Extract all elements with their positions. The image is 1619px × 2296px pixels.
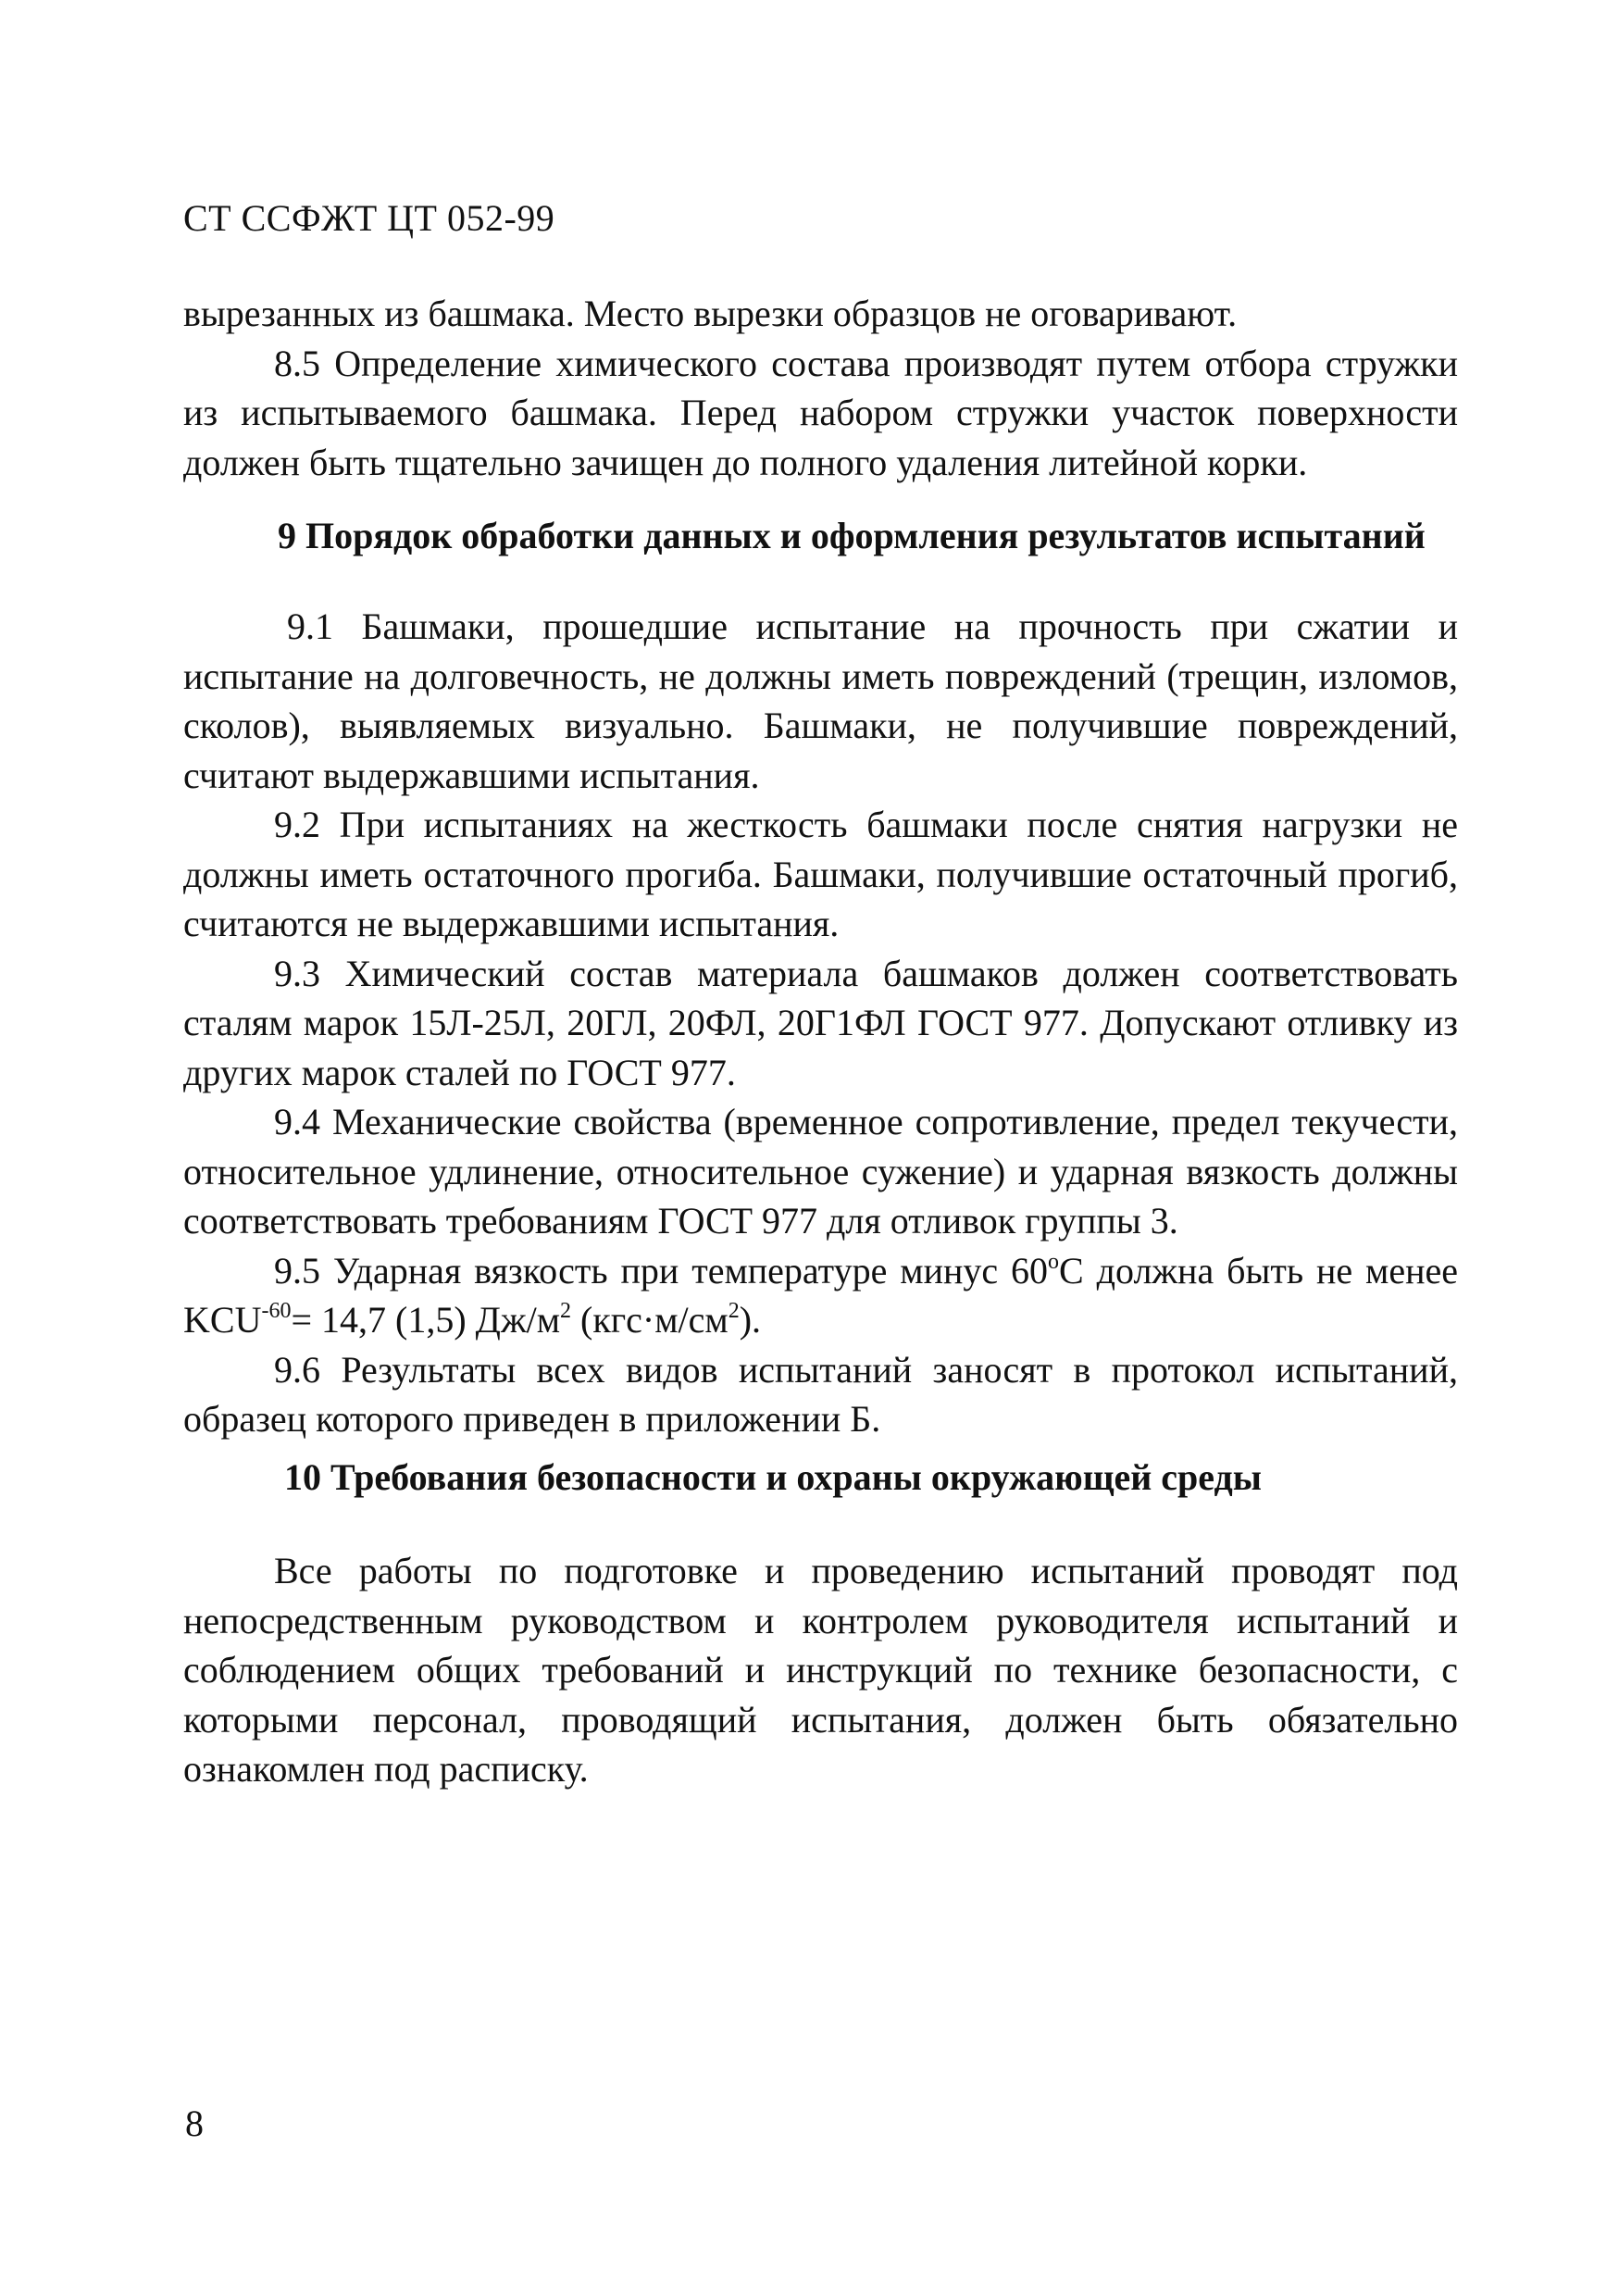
paragraph-10: Все работы по подготовке и проведению испытаний проводят под непосредственным руководством и контролем руководителя испытаний и соблюдением общих требований и инструкций по технике безопасности, с которыми персонал, проводящий испытания, должен быть обязательно ознакомлен под расписку. (183, 1550, 1458, 1790)
p9-5-text-1: 9.5 Ударная вязкость при температуре минус 60 (274, 1249, 1049, 1292)
section-8-tail (183, 289, 1458, 487)
paragraph-9-4: 9.4 Механические свойства (временное сопротивление, предел текучести, относительное удлинение, относительное сужение) и ударная вязкость должны соответствовать требованиям ГОСТ 977 для отливок группы 3. (183, 1101, 1458, 1242)
paragraph-8-5: 8.5 Определение химического состава производят путем отбора стружки из испытываемого башмака. Перед набором стружки участок поверхности должен быть тщательно зачищен до полного удаления литейной корки. (183, 342, 1458, 483)
page-number: 8 (185, 2103, 204, 2144)
document-code-header: СТ ССФЖТ ЦТ 052-99 (183, 197, 555, 239)
cm2-superscript: 2 (728, 1299, 740, 1323)
paragraph-9-6: 9.6 Результаты всех видов испытаний заносят в протокол испытаний, образец которого приведен в приложении Б. (183, 1348, 1458, 1440)
section-10-body (183, 1546, 1458, 1794)
paragraph-9-5 (183, 1246, 1458, 1345)
section-9-body (183, 602, 1458, 1444)
paragraph-9-3: 9.3 Химический состав материала башмаков должен соответствовать сталям марок 15Л-25Л, 20ГЛ, 20ФЛ, 20Г1ФЛ ГОСТ 977. Допускают отливку из других марок сталей по ГОСТ 977. (183, 952, 1458, 1093)
m2-superscript: 2 (560, 1299, 571, 1323)
section-9-heading: 9 Порядок обработки данных и оформления результатов испытаний (278, 515, 1426, 556)
p9-5-text-3: = 14,7 (1,5) Дж/м (291, 1299, 560, 1341)
p9-5-text-5: ). (739, 1299, 762, 1341)
paragraph-8-4-continuation: вырезанных из башмака. Место вырезки образцов не оговаривают. (183, 293, 1238, 334)
p9-5-text-2: С должна быть не менее KCU (183, 1249, 1458, 1341)
kcu-superscript: -60 (261, 1299, 292, 1323)
paragraph-9-2: 9.2 При испытаниях на жесткость башмаки после снятия нагрузки не должны иметь остаточного прогиба. Башмаки, получившие остаточный прогиб, считаются не выдержавшими испытания. (183, 804, 1458, 944)
section-10-heading: 10 Требования безопасности и охраны окружающей среды (284, 1456, 1262, 1498)
degree-superscript: o (1048, 1249, 1060, 1274)
p9-5-text-4: (кгс·м/см (571, 1299, 729, 1341)
paragraph-9-1: 9.1 Башмаки, прошедшие испытание на прочность при сжатии и испытание на долговечность, не должны иметь повреждений (трещин, изломов, сколов), выявляемых визуально. Башмаки, не получившие повреждений, считают выдержавшими испытания. (183, 605, 1458, 796)
